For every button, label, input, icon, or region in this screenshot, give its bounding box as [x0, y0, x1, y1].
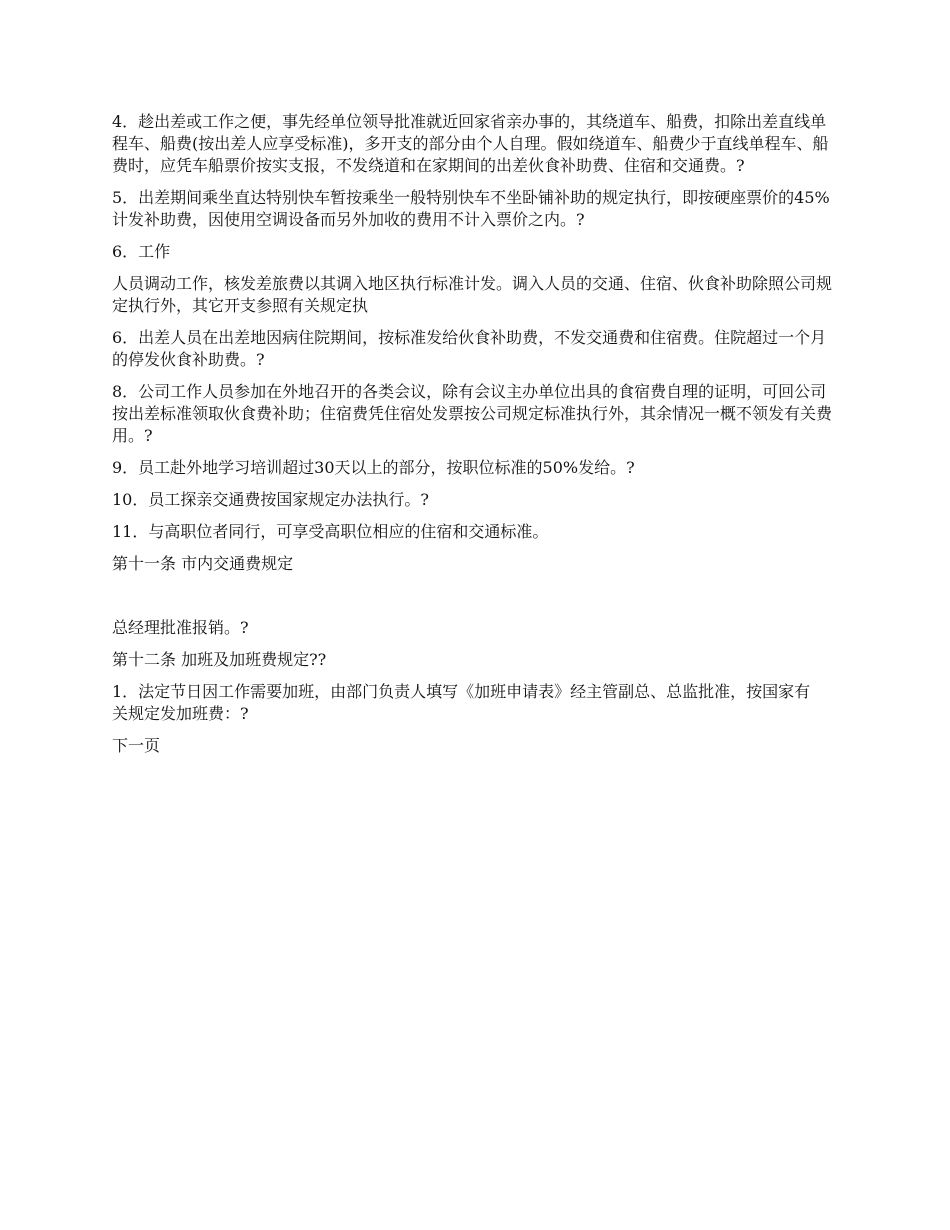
paragraph-meetings: 8．公司工作人员参加在外地召开的各类会议，除有会议主办单位出具的食宿费自理的证明，可回公司按出差标准领取伙食费补助；住宿费凭住宿处发票按公司规定标准执行外，其余情况一概不领发有关费用。? [112, 382, 833, 445]
paragraph-express-train: 5．出差期间乘坐直达特别快车暂按乘坐一般特别快车不坐卧铺补助的规定执行，即按硬座票价的45%计发补助费，因使用空调设备而另外加收的费用不计入票价之内。? [112, 188, 830, 229]
paragraph-gm-approval: 总经理批准报销。? [112, 618, 249, 637]
paragraph-detour-travel: 4．趁出差或工作之便，事先经单位领导批准就近回家省亲办事的，其绕道车、船费，扣除出差直线单程车、船费(按出差人应享受标准)，多开支的部分由个人自理。假如绕道车、船费少于直线单程车、船费时，应凭车船票价按实支报，不发绕道和在家期间的出差伙食补助费、住宿和交通费。? [112, 112, 829, 175]
paragraph-work-heading: 6．工作 [112, 242, 171, 261]
article-12-heading: 第十二条 加班及加班费规定?? [112, 650, 327, 669]
paragraph-family-visit: 10．员工探亲交通费按国家规定办法执行。? [112, 490, 429, 509]
document-body [112, 111, 842, 767]
blank-gap [112, 585, 842, 617]
paragraph-staff-transfer: 人员调动工作，核发差旅费以其调入地区执行标准计发。调入人员的交通、住宿、伙食补助除照公司规定执行外，其它开支参照有关规定执 [112, 274, 833, 315]
paragraph-holiday-overtime: 1．法定节日因工作需要加班，由部门负责人填写《加班申请表》经主管副总、总监批准，按国家有关规定发加班费：? [112, 682, 811, 723]
article-11-heading: 第十一条 市内交通费规定 [112, 554, 294, 573]
next-page-link[interactable]: 下一页 [112, 736, 161, 755]
paragraph-hospitalization: 6．出差人员在出差地因病住院期间，按标准发给伙食补助费，不发交通费和住宿费。住院超过一个月的停发伙食补助费。? [112, 328, 827, 369]
paragraph-senior-travel: 11．与高职位者同行，可享受高职位相应的住宿和交通标准。 [112, 522, 549, 541]
paragraph-training: 9．员工赴外地学习培训超过30天以上的部分，按职位标准的50%发给。? [112, 458, 635, 477]
